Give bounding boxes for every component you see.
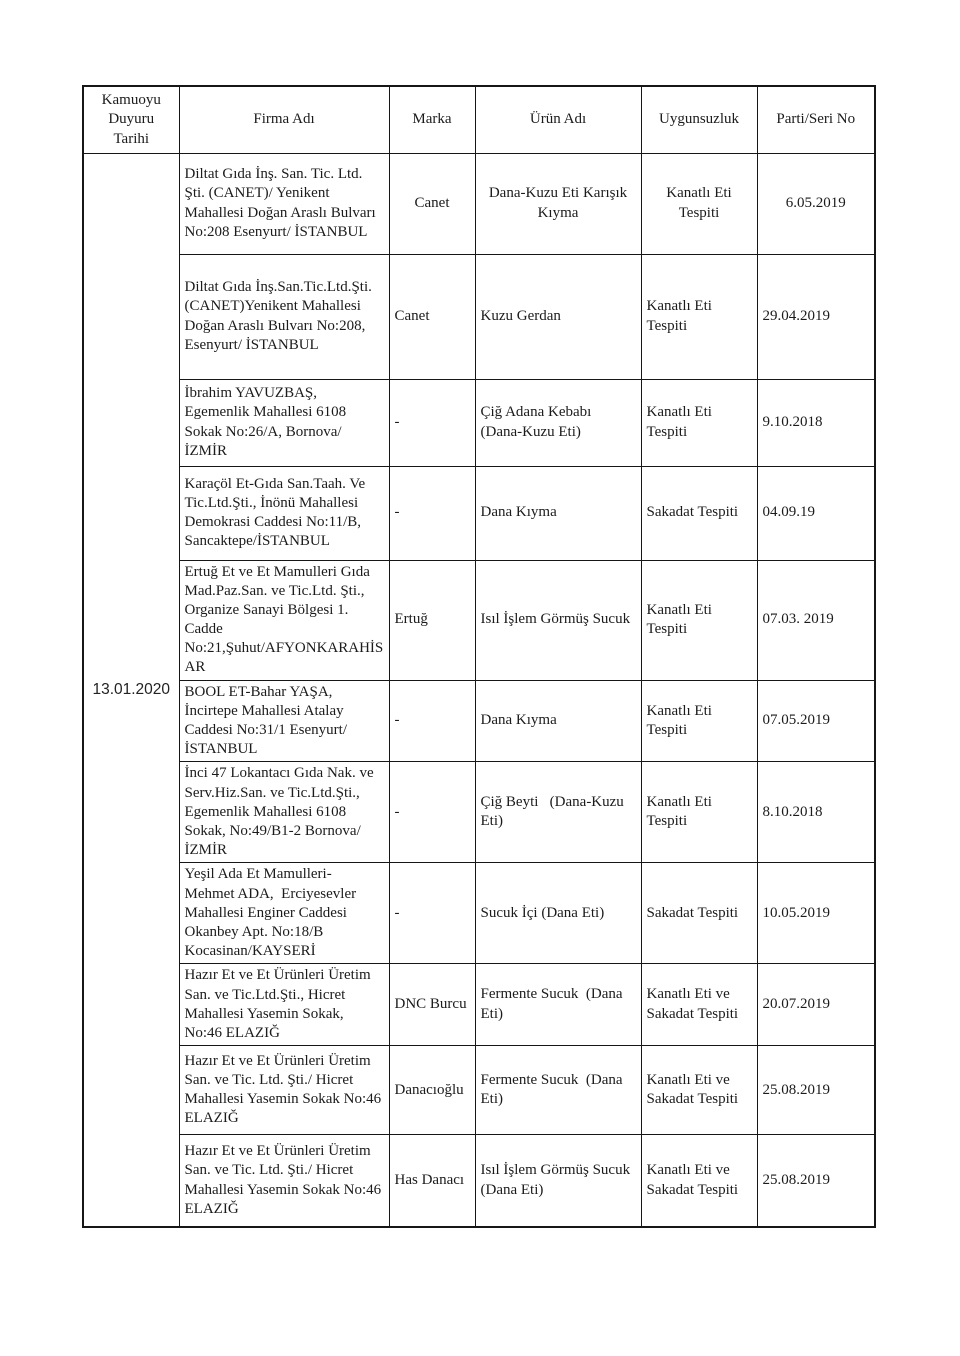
header-batch-serial-no: Parti/Seri No bbox=[757, 86, 875, 153]
table-row bbox=[83, 680, 875, 762]
cell-brand: Danacıoğlu bbox=[389, 1046, 475, 1135]
cell-company: Hazır Et ve Et Ürünleri Üretim San. ve Tic. Ltd. Şti./ Hicret Mahallesi Yasemin Sokak No:46 ELAZIĞ bbox=[179, 1046, 389, 1135]
cell-brand: Has Danacı bbox=[389, 1135, 475, 1227]
cell-company: Ertuğ Et ve Et Mamulleri Gıda Mad.Paz.San. ve Tic.Ltd. Şti., Organize Sanayi Bölgesi 1. Cadde No:21,Şuhut/AFYONKARAHİSAR bbox=[179, 560, 389, 680]
table-row bbox=[83, 153, 875, 254]
header-announcement-date: Kamuoyu Duyuru Tarihi bbox=[83, 86, 179, 153]
table-row bbox=[83, 466, 875, 560]
cell-product: Çiğ Beyti (Dana-Kuzu Eti) bbox=[475, 762, 641, 863]
cell-company: Yeşil Ada Et Mamulleri- Mehmet ADA, Erciyesevler Mahallesi Enginer Caddesi Okanbey Apt. No:18/B Kocasinan/KAYSERİ bbox=[179, 863, 389, 964]
cell-company: Hazır Et ve Et Ürünleri Üretim San. ve Tic.Ltd.Şti., Hicret Mahallesi Yasemin Sokak, No:46 ELAZIĞ bbox=[179, 964, 389, 1046]
table-row bbox=[83, 1046, 875, 1135]
cell-nonconformity: Kanatlı Eti ve Sakadat Tespiti bbox=[641, 964, 757, 1046]
cell-nonconformity: Sakadat Tespiti bbox=[641, 466, 757, 560]
cell-batch-no: 25.08.2019 bbox=[757, 1046, 875, 1135]
cell-product: Dana-Kuzu Eti Karışık Kıyma bbox=[475, 153, 641, 254]
cell-company: BOOL ET-Bahar YAŞA, İncirtepe Mahallesi Atalay Caddesi No:31/1 Esenyurt/İSTANBUL bbox=[179, 680, 389, 762]
cell-company: İbrahim YAVUZBAŞ, Egemenlik Mahallesi 6108 Sokak No:26/A, Bornova/İZMİR bbox=[179, 379, 389, 466]
cell-company: İnci 47 Lokantacı Gıda Nak. ve Serv.Hiz.San. ve Tic.Ltd.Şti., Egemenlik Mahallesi 6108 Sokak, No:49/B1-2 Bornova/İZMİR bbox=[179, 762, 389, 863]
table-row bbox=[83, 379, 875, 466]
cell-brand: - bbox=[389, 762, 475, 863]
cell-nonconformity: Kanatlı Eti Tespiti bbox=[641, 680, 757, 762]
cell-product: Çiğ Adana Kebabı (Dana-Kuzu Eti) bbox=[475, 379, 641, 466]
cell-batch-no: 10.05.2019 bbox=[757, 863, 875, 964]
cell-brand: Canet bbox=[389, 254, 475, 379]
cell-nonconformity: Kanatlı Eti Tespiti bbox=[641, 762, 757, 863]
header-nonconformity: Uygunsuzluk bbox=[641, 86, 757, 153]
header-company-name: Firma Adı bbox=[179, 86, 389, 153]
cell-product: Isıl İşlem Görmüş Sucuk bbox=[475, 560, 641, 680]
cell-batch-no: 04.09.19 bbox=[757, 466, 875, 560]
recall-table bbox=[82, 85, 876, 1228]
table-row bbox=[83, 254, 875, 379]
cell-brand: - bbox=[389, 379, 475, 466]
cell-nonconformity: Kanatlı Eti Tespiti bbox=[641, 379, 757, 466]
cell-product: Kuzu Gerdan bbox=[475, 254, 641, 379]
cell-batch-no: 9.10.2018 bbox=[757, 379, 875, 466]
cell-product: Dana Kıyma bbox=[475, 466, 641, 560]
cell-company: Hazır Et ve Et Ürünleri Üretim San. ve Tic. Ltd. Şti./ Hicret Mahallesi Yasemin Sokak No:46 ELAZIĞ bbox=[179, 1135, 389, 1227]
cell-product: Isıl İşlem Görmüş Sucuk (Dana Eti) bbox=[475, 1135, 641, 1227]
cell-product: Sucuk İçi (Dana Eti) bbox=[475, 863, 641, 964]
table-row bbox=[83, 964, 875, 1046]
cell-product: Fermente Sucuk (Dana Eti) bbox=[475, 964, 641, 1046]
cell-batch-no: 20.07.2019 bbox=[757, 964, 875, 1046]
table-row bbox=[83, 560, 875, 680]
header-brand: Marka bbox=[389, 86, 475, 153]
cell-nonconformity: Sakadat Tespiti bbox=[641, 863, 757, 964]
cell-nonconformity: Kanatlı Eti Tespiti bbox=[641, 254, 757, 379]
cell-batch-no: 25.08.2019 bbox=[757, 1135, 875, 1227]
cell-nonconformity: Kanatlı Eti ve Sakadat Tespiti bbox=[641, 1046, 757, 1135]
cell-batch-no: 07.05.2019 bbox=[757, 680, 875, 762]
cell-product: Fermente Sucuk (Dana Eti) bbox=[475, 1046, 641, 1135]
cell-brand: DNC Burcu bbox=[389, 964, 475, 1046]
cell-company: Diltat Gıda İnş. San. Tic. Ltd. Şti. (CANET)/ Yenikent Mahallesi Doğan Araslı Bulvarı No:208 Esenyurt/ İSTANBUL bbox=[179, 153, 389, 254]
table-row bbox=[83, 1135, 875, 1227]
cell-batch-no: 8.10.2018 bbox=[757, 762, 875, 863]
cell-brand: - bbox=[389, 863, 475, 964]
cell-batch-no: 29.04.2019 bbox=[757, 254, 875, 379]
cell-brand: Ertuğ bbox=[389, 560, 475, 680]
cell-nonconformity: Kanatlı Eti Tespiti bbox=[641, 560, 757, 680]
cell-nonconformity: Kanatlı Eti ve Sakadat Tespiti bbox=[641, 1135, 757, 1227]
cell-company: Karaçöl Et-Gıda San.Taah. Ve Tic.Ltd.Şti., İnönü Mahallesi Demokrasi Caddesi No:11/B, Sancaktepe/İSTANBUL bbox=[179, 466, 389, 560]
cell-nonconformity: Kanatlı Eti Tespiti bbox=[641, 153, 757, 254]
table-row bbox=[83, 762, 875, 863]
header-row bbox=[83, 86, 875, 153]
header-product-name: Ürün Adı bbox=[475, 86, 641, 153]
cell-brand: Canet bbox=[389, 153, 475, 254]
cell-batch-no: 6.05.2019 bbox=[757, 153, 875, 254]
cell-product: Dana Kıyma bbox=[475, 680, 641, 762]
cell-brand: - bbox=[389, 680, 475, 762]
table-row bbox=[83, 863, 875, 964]
announcement-date-value: 13.01.2020 bbox=[83, 153, 179, 1227]
cell-company: Diltat Gıda İnş.San.Tic.Ltd.Şti. (CANET)Yenikent Mahallesi Doğan Araslı Bulvarı No:208, Esenyurt/ İSTANBUL bbox=[179, 254, 389, 379]
cell-brand: - bbox=[389, 466, 475, 560]
cell-batch-no: 07.03. 2019 bbox=[757, 560, 875, 680]
